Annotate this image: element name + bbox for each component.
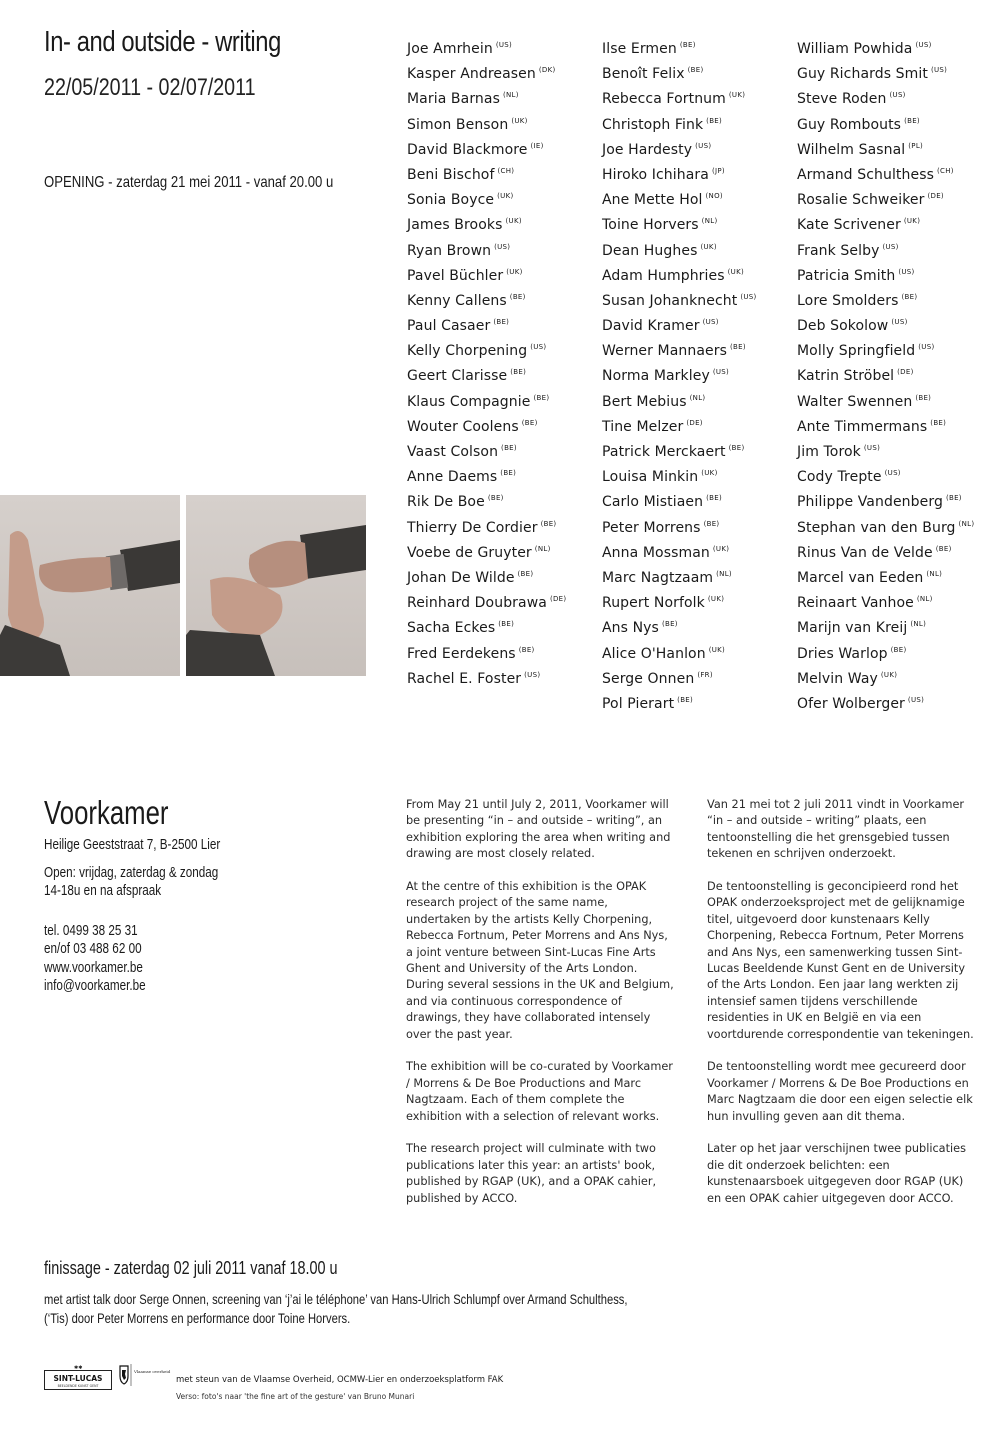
artist-entry bbox=[407, 209, 597, 234]
artist-name: Kate Scrivener bbox=[797, 217, 901, 234]
artist-country: (UK) bbox=[707, 595, 725, 604]
artist-name: David Blackmore bbox=[407, 141, 528, 158]
artist-name: Marc Nagtzaam bbox=[602, 569, 714, 586]
artist-entry bbox=[602, 109, 792, 134]
artist-entry bbox=[407, 33, 597, 58]
artist-country: (BE) bbox=[904, 116, 920, 125]
artist-country: (DE) bbox=[927, 192, 944, 201]
artist-country: (US) bbox=[695, 141, 712, 150]
artist-country: (US) bbox=[495, 41, 513, 49]
artist-country: (UK) bbox=[700, 242, 717, 251]
artist-country: (UK) bbox=[505, 217, 522, 226]
artist-country: (UK) bbox=[712, 544, 730, 553]
artist-country: (BE) bbox=[679, 41, 696, 49]
artist-name: Molly Springfield bbox=[797, 343, 916, 360]
artist-country: (UK) bbox=[728, 91, 746, 100]
artist-country: (BE) bbox=[687, 66, 704, 75]
email-link[interactable]: info@voorkamer.be bbox=[44, 977, 146, 994]
artist-entry bbox=[797, 638, 987, 663]
artist-country: (US) bbox=[930, 66, 948, 75]
artist-list-column-3 bbox=[797, 33, 987, 713]
paragraph: De tentoonstelling is geconcipieerd rond het OPAK onderzoeksproject met de gelijknamige titel, uitgevoerd door kunstenaars Kelly Chorpening, Rebecca Fortnum, Peter Morrens and Ans Nys, een samenwerking tussen Sint-Lucas Beeldende Kunst Gent en de University of the Arts London. Een jaar lang werkten zij intensief samen tijdens verschillende residenties in UK en België en via een voortdurende correspondentie van tekeningen. bbox=[707, 880, 974, 1041]
artist-country: (DE) bbox=[897, 368, 914, 377]
artist-name: Pol Pierart bbox=[602, 695, 675, 712]
finissage-details: met artist talk door Serge Onnen, screening van ‘j’ai le téléphone’ van Hans-Ulrich Schlumpf over Armand Schulthess, (‘Tis) door Peter Morrens en performance door Toine Horvers. bbox=[44, 1291, 628, 1326]
artist-country: (UK) bbox=[701, 469, 718, 478]
paragraph: Van 21 mei tot 2 juli 2011 vindt in Voorkamer “in – and outside – writing” plaats, een tentoonstelling die het grensgebied tussen tekenen en schrijven onderzoekt. bbox=[707, 798, 965, 861]
artist-name: Bert Mebius bbox=[602, 393, 687, 410]
artist-country: (UK) bbox=[511, 116, 528, 125]
artist-entry bbox=[797, 134, 987, 159]
artist-country: (US) bbox=[882, 242, 899, 251]
artist-country: (BE) bbox=[661, 620, 678, 629]
body-text-english bbox=[406, 797, 674, 1224]
artist-country: (BE) bbox=[498, 620, 515, 629]
artist-country: (BE) bbox=[677, 695, 694, 704]
paragraph: At the centre of this exhibition is the OPAK research project of the same name, undertaken by the artists Kelly Chorpening, Rebecca Fortnum, Peter Morrens and Ans Nys, a joint venture between Sint-Lucas Fine Arts Ghent and University of the Arts London. During several sessions in the UK and Belgium, and via continuous correspondence of drawings, they have collaborated intensely over the past year. bbox=[406, 880, 674, 1041]
artist-name: Anna Mossman bbox=[602, 544, 710, 561]
artist-name: Wouter Coolens bbox=[407, 418, 519, 435]
artist-country: (UK) bbox=[880, 670, 898, 679]
artist-entry bbox=[797, 83, 987, 108]
artist-country: (BE) bbox=[703, 519, 720, 528]
paragraph: From May 21 until July 2, 2011, Voorkamer will be presenting “in – and outside – writing”, an exhibition exploring the area when writing and drawing are most closely related. bbox=[406, 798, 671, 861]
artist-name: Cody Trepte bbox=[797, 469, 882, 486]
artist-entry bbox=[797, 461, 987, 486]
artist-entry bbox=[407, 562, 597, 587]
artist-entry bbox=[602, 386, 792, 411]
artist-entry bbox=[797, 285, 987, 310]
artist-entry bbox=[602, 58, 792, 83]
artist-name: Rupert Norfolk bbox=[602, 595, 705, 612]
artist-entry bbox=[797, 562, 987, 587]
artist-name: Geert Clarisse bbox=[407, 368, 508, 385]
artist-name: Hiroko Ichihara bbox=[602, 166, 709, 183]
artist-name: Steve Roden bbox=[797, 91, 887, 108]
artist-country: (NL) bbox=[916, 595, 933, 604]
artist-country: (US) bbox=[863, 444, 881, 452]
artist-country: (BE) bbox=[517, 569, 534, 578]
artist-name: Stephan van den Burg bbox=[797, 519, 956, 536]
artist-entry bbox=[797, 335, 987, 360]
artist-country: (US) bbox=[524, 670, 541, 679]
artist-name: Patrick Merckaert bbox=[602, 444, 726, 460]
artist-name: Rachel E. Foster bbox=[407, 670, 522, 687]
artist-entry bbox=[602, 235, 792, 260]
paragraph: The exhibition will be co-curated by Voorkamer / Morrens & De Boe Productions and Marc Nagtzaam. Each of them complete the exhibition with a selection of relevant works. bbox=[406, 1060, 673, 1123]
artist-country: (DE) bbox=[549, 595, 567, 604]
opening-hours: Open: vrijdag, zaterdag & zondag bbox=[44, 864, 219, 881]
artist-name: Rik De Boe bbox=[407, 494, 485, 511]
artist-country: (UK) bbox=[708, 645, 726, 654]
artist-name: Melvin Way bbox=[797, 670, 878, 687]
artist-entry bbox=[407, 360, 597, 385]
artist-entry bbox=[602, 663, 792, 688]
artist-country: (FR) bbox=[697, 670, 713, 679]
artist-country: (IE) bbox=[530, 141, 544, 150]
artist-country: (DK) bbox=[538, 66, 556, 75]
artist-country: (US) bbox=[918, 343, 935, 352]
artist-entry bbox=[797, 587, 987, 612]
artist-name: Deb Sokolow bbox=[797, 318, 889, 335]
artist-name: Ans Nys bbox=[602, 620, 659, 637]
artist-entry bbox=[407, 386, 597, 411]
artist-name: Paul Casaer bbox=[407, 318, 491, 335]
artist-country: (BE) bbox=[501, 444, 517, 452]
artist-name: Toine Horvers bbox=[602, 217, 699, 234]
artist-name: Ryan Brown bbox=[407, 242, 492, 259]
phone-number-2: en/of 03 488 62 00 bbox=[44, 940, 142, 957]
artist-entry bbox=[797, 486, 987, 511]
artist-entry bbox=[797, 109, 987, 134]
artist-name: Armand Schulthess bbox=[797, 166, 934, 183]
artist-country: (US) bbox=[530, 343, 547, 352]
artist-name: Ilse Ermen bbox=[602, 41, 677, 57]
artist-name: Alice O'Hanlon bbox=[602, 645, 706, 662]
artist-country: (NL) bbox=[502, 91, 519, 100]
vlaamse-overheid-logo-text: Vlaamse overheid bbox=[134, 1369, 171, 1374]
artist-country: (UK) bbox=[497, 192, 514, 201]
artist-name: Beni Bischof bbox=[407, 166, 495, 183]
artist-name: Guy Rombouts bbox=[797, 116, 902, 133]
artist-name: Peter Morrens bbox=[602, 519, 701, 536]
artist-country: (BE) bbox=[500, 469, 517, 478]
artist-entry bbox=[602, 335, 792, 360]
artist-entry bbox=[407, 159, 597, 184]
artist-name: Frank Selby bbox=[797, 242, 880, 259]
artist-entry bbox=[407, 663, 597, 688]
sint-lucas-logo-text: SINT-LUCAS bbox=[53, 1374, 103, 1383]
artist-name: Pavel Büchler bbox=[407, 267, 504, 284]
artist-entry bbox=[407, 461, 597, 486]
artist-entry bbox=[407, 310, 597, 335]
artist-entry bbox=[797, 260, 987, 285]
artist-entry bbox=[407, 436, 597, 461]
artist-country: (UK) bbox=[903, 217, 921, 226]
artist-name: Voebe de Gruyter bbox=[407, 544, 532, 561]
artist-country: (BE) bbox=[540, 519, 557, 528]
artist-entry bbox=[602, 612, 792, 637]
artist-country: (US) bbox=[889, 91, 906, 100]
vlaamse-overheid-logo bbox=[116, 1362, 171, 1390]
artist-entry bbox=[797, 612, 987, 637]
artist-country: (DE) bbox=[686, 418, 703, 427]
artist-country: (NL) bbox=[701, 217, 718, 226]
artist-entry bbox=[797, 512, 987, 537]
artist-country: (US) bbox=[702, 318, 719, 327]
artist-name: Ante Timmermans bbox=[797, 418, 928, 435]
artist-entry bbox=[797, 436, 987, 461]
artist-name: Adam Humphries bbox=[602, 267, 725, 284]
artist-entry bbox=[407, 612, 597, 637]
artist-country: (BE) bbox=[728, 444, 745, 452]
artist-country: (US) bbox=[915, 41, 932, 49]
artist-entry bbox=[602, 33, 792, 58]
artist-name: Jim Torok bbox=[797, 444, 861, 460]
artist-name: Ane Mette Hol bbox=[602, 192, 703, 209]
artist-name: Kenny Callens bbox=[407, 292, 507, 309]
artist-name: Rinus Van de Velde bbox=[797, 544, 933, 561]
exhibition-dates: 22/05/2011 - 02/07/2011 bbox=[44, 74, 256, 101]
artist-name: Tine Melzer bbox=[602, 418, 684, 435]
artist-name: Kasper Andreasen bbox=[407, 66, 536, 83]
venue-address: Heilige Geeststraat 7, B-2500 Lier bbox=[44, 836, 221, 853]
artist-list-column-1 bbox=[407, 33, 597, 688]
artist-country: (NL) bbox=[534, 544, 551, 553]
artist-entry bbox=[407, 235, 597, 260]
website-link[interactable]: www.voorkamer.be bbox=[44, 959, 143, 976]
artist-name: Reinhard Doubrawa bbox=[407, 595, 547, 612]
artist-name: Susan Johanknecht bbox=[602, 292, 738, 309]
artist-entry bbox=[602, 310, 792, 335]
hands-gesture-photo bbox=[0, 495, 366, 676]
phone-number: tel. 0499 38 25 31 bbox=[44, 922, 138, 939]
artist-country: (BE) bbox=[945, 494, 962, 503]
artist-entry bbox=[407, 83, 597, 108]
artist-name: Simon Benson bbox=[407, 116, 509, 133]
artist-entry bbox=[407, 285, 597, 310]
artist-entry bbox=[407, 335, 597, 360]
artist-country: (UK) bbox=[506, 267, 523, 276]
artist-name: Marcel van Eeden bbox=[797, 569, 924, 586]
artist-country: (BE) bbox=[706, 116, 723, 125]
paragraph: Later op het jaar verschijnen twee publicaties die dit onderzoek belichten: een kunstenaarsboek uitgegeven door RGAP (UK) en een OPAK cahier uitgegeven door ACCO. bbox=[707, 1142, 967, 1205]
opening-info: OPENING - zaterdag 21 mei 2011 - vanaf 20.00 u bbox=[44, 174, 334, 191]
artist-entry bbox=[602, 209, 792, 234]
artist-country: (BE) bbox=[901, 292, 918, 301]
artist-name: Maria Barnas bbox=[407, 91, 500, 108]
artist-entry bbox=[407, 411, 597, 436]
artist-name: Walter Swennen bbox=[797, 393, 913, 410]
artist-country: (NO) bbox=[705, 192, 723, 201]
artist-name: James Brooks bbox=[407, 217, 503, 234]
artist-entry bbox=[797, 184, 987, 209]
artist-name: Dries Warlop bbox=[797, 645, 888, 662]
artist-entry bbox=[797, 411, 987, 436]
artist-entry bbox=[602, 411, 792, 436]
artist-entry bbox=[797, 58, 987, 83]
artist-country: (UK) bbox=[727, 267, 745, 276]
artist-name: Louisa Minkin bbox=[602, 469, 699, 486]
artist-name: Norma Markley bbox=[602, 368, 710, 385]
artist-entry bbox=[407, 587, 597, 612]
artist-entry bbox=[407, 638, 597, 663]
artist-name: Wilhelm Sasnal bbox=[797, 141, 906, 158]
finissage-heading: finissage - zaterdag 02 juli 2011 vanaf 18.00 u bbox=[44, 1258, 338, 1278]
artist-name: Katrin Ströbel bbox=[797, 368, 895, 385]
artist-entry bbox=[602, 461, 792, 486]
artist-name: Kelly Chorpening bbox=[407, 343, 528, 360]
artist-entry bbox=[797, 360, 987, 385]
artist-name: Lore Smolders bbox=[797, 292, 899, 309]
artist-entry bbox=[407, 486, 597, 511]
verso-credit: Verso: foto's naar 'the fine art of the gesture' van Bruno Munari bbox=[176, 1392, 415, 1401]
artist-country: (US) bbox=[907, 695, 925, 704]
artist-entry bbox=[602, 436, 792, 461]
artist-country: (BE) bbox=[533, 393, 550, 402]
artist-entry bbox=[797, 310, 987, 335]
artist-name: David Kramer bbox=[602, 318, 700, 335]
artist-name: Philippe Vandenberg bbox=[797, 494, 943, 511]
artist-entry bbox=[602, 360, 792, 385]
artist-entry bbox=[407, 58, 597, 83]
artist-country: (PL) bbox=[908, 141, 924, 150]
artist-country: (NL) bbox=[716, 569, 732, 578]
artist-entry bbox=[602, 562, 792, 587]
artist-name: Patricia Smith bbox=[797, 267, 896, 284]
artist-entry bbox=[407, 109, 597, 134]
artist-entry bbox=[602, 83, 792, 108]
artist-country: (BE) bbox=[935, 544, 952, 553]
artist-name: Sonia Boyce bbox=[407, 192, 495, 209]
artist-country: (BE) bbox=[706, 494, 723, 503]
artist-country: (BE) bbox=[890, 645, 907, 654]
artist-entry bbox=[602, 537, 792, 562]
artist-entry bbox=[602, 638, 792, 663]
artist-country: (BE) bbox=[729, 343, 746, 352]
artist-name: Vaast Colson bbox=[407, 444, 499, 460]
artist-name: Rebecca Fortnum bbox=[602, 91, 726, 108]
artist-country: (NL) bbox=[689, 393, 706, 402]
artist-name: Thierry De Cordier bbox=[407, 519, 538, 536]
artist-entry bbox=[602, 184, 792, 209]
artist-country: (BE) bbox=[510, 368, 527, 377]
artist-name: Dean Hughes bbox=[602, 242, 698, 259]
svg-text:✱✱: ✱✱ bbox=[74, 1365, 83, 1371]
artist-name: Fred Eerdekens bbox=[407, 645, 516, 662]
artist-entry bbox=[602, 260, 792, 285]
artist-entry bbox=[407, 184, 597, 209]
artist-name: Klaus Compagnie bbox=[407, 393, 531, 410]
venue-name: Voorkamer bbox=[44, 794, 169, 831]
artist-name: Christoph Fink bbox=[602, 116, 704, 133]
artist-name: Joe Amrhein bbox=[407, 41, 493, 57]
artist-name: Marijn van Kreij bbox=[797, 620, 908, 637]
sint-lucas-logo bbox=[44, 1364, 112, 1390]
artist-country: (BE) bbox=[509, 292, 526, 301]
paragraph: De tentoonstelling wordt mee gecureerd door Voorkamer / Morrens & De Boe Productions en Marc Nagtzaam die door een eigen selectie elk hun invulling geven aan dit thema. bbox=[707, 1060, 973, 1123]
artist-entry bbox=[407, 134, 597, 159]
artist-entry bbox=[797, 235, 987, 260]
artist-country: (BE) bbox=[493, 318, 510, 327]
artist-list-column-2 bbox=[602, 33, 792, 713]
artist-entry bbox=[602, 134, 792, 159]
artist-entry bbox=[797, 663, 987, 688]
artist-entry bbox=[797, 537, 987, 562]
artist-name: Sacha Eckes bbox=[407, 620, 496, 637]
artist-country: (CH) bbox=[497, 166, 515, 175]
artist-entry bbox=[797, 33, 987, 58]
artist-country: (NL) bbox=[958, 519, 975, 528]
artist-entry bbox=[797, 386, 987, 411]
artist-country: (US) bbox=[712, 368, 730, 377]
artist-entry bbox=[602, 512, 792, 537]
artist-country: (US) bbox=[494, 242, 511, 251]
artist-country: (NL) bbox=[926, 569, 943, 578]
body-text-dutch bbox=[707, 797, 975, 1224]
artist-entry bbox=[797, 688, 987, 713]
artist-name: Rosalie Schweiker bbox=[797, 192, 925, 209]
artist-name: Benoît Felix bbox=[602, 66, 685, 83]
artist-country: (US) bbox=[884, 469, 901, 478]
artist-country: (CH) bbox=[937, 166, 954, 175]
artist-name: Serge Onnen bbox=[602, 670, 695, 687]
sint-lucas-logo-subtext: BEELDENDE KUNST GENT bbox=[57, 1384, 99, 1388]
opening-hours-2: 14-18u en na afspraak bbox=[44, 882, 162, 899]
artist-entry bbox=[797, 209, 987, 234]
artist-name: Joe Hardesty bbox=[602, 141, 693, 158]
artist-name: Ofer Wolberger bbox=[797, 695, 905, 712]
paragraph: The research project will culminate with two publications later this year: an artists' book, published by RGAP (UK), and a OPAK cahier, published by ACCO. bbox=[406, 1142, 657, 1205]
artist-country: (JP) bbox=[711, 166, 725, 175]
artist-entry bbox=[602, 587, 792, 612]
artist-country: (BE) bbox=[487, 494, 504, 503]
artist-entry bbox=[602, 688, 792, 713]
artist-entry bbox=[797, 159, 987, 184]
artist-name: William Powhida bbox=[797, 41, 913, 57]
artist-entry bbox=[602, 285, 792, 310]
artist-country: (US) bbox=[740, 292, 757, 301]
artist-country: (BE) bbox=[521, 418, 538, 427]
artist-entry bbox=[602, 486, 792, 511]
artist-name: Werner Mannaers bbox=[602, 343, 727, 360]
artist-name: Johan De Wilde bbox=[407, 569, 515, 586]
artist-entry bbox=[602, 159, 792, 184]
artist-country: (BE) bbox=[915, 393, 932, 402]
artist-name: Carlo Mistiaen bbox=[602, 494, 704, 511]
artist-name: Anne Daems bbox=[407, 469, 498, 486]
support-credits: met steun van de Vlaamse Overheid, OCMW-Lier en onderzoeksplatform FAK bbox=[176, 1375, 504, 1385]
exhibition-title: In- and outside - writing bbox=[44, 26, 281, 58]
artist-country: (BE) bbox=[930, 418, 947, 427]
artist-entry bbox=[407, 260, 597, 285]
artist-entry bbox=[407, 537, 597, 562]
artist-country: (NL) bbox=[910, 620, 927, 629]
artist-name: Guy Richards Smit bbox=[797, 66, 928, 83]
artist-name: Reinaart Vanhoe bbox=[797, 595, 914, 612]
artist-country: (BE) bbox=[518, 645, 535, 654]
artist-country: (US) bbox=[891, 318, 908, 327]
artist-entry bbox=[407, 512, 597, 537]
artist-country: (US) bbox=[898, 267, 915, 276]
